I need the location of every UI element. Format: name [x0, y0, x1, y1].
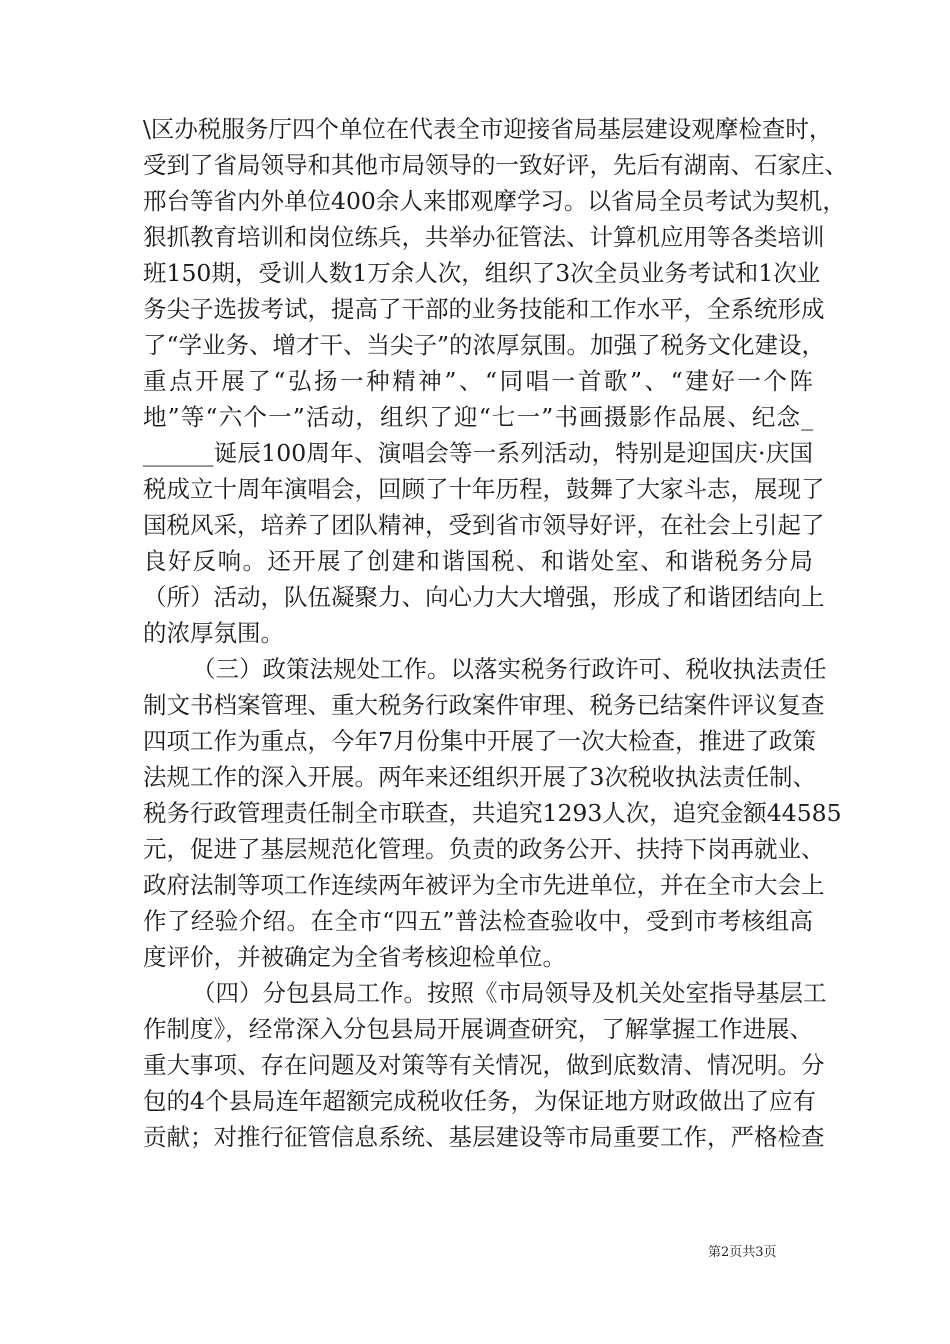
text-line: 了“学业务、增才干、当尖子”的浓厚氛围。加强了税务文化建设，: [143, 331, 826, 359]
text-line: 作制度》，经常深入分包县局开展调查研究，了解掌握工作进展、: [143, 1015, 813, 1043]
text-line: 政府法制等项工作连续两年被评为全市先进单位，并在全市大会上: [143, 871, 825, 899]
text-line: 班150期，受训人数1万余人次，组织了3次全员业务考试和1次业: [143, 259, 821, 287]
text-line: 良好反响。还开展了创建和谐国税、和谐处室、和谐税务分局: [143, 547, 813, 575]
text-line: 四项工作为重点，今年7月份集中开展了一次大检查，推进了政策: [143, 727, 816, 755]
text-line: 度评价，并被确定为全省考核迎检单位。: [143, 943, 566, 971]
text-line: 受到了省局领导和其他市局领导的一致好评，先后有湖南、石家庄、: [143, 151, 848, 179]
text-line: 国税风采，培养了团队精神，受到省市领导好评，在社会上引起了: [143, 511, 825, 539]
text-line: 税务行政管理责任制全市联查，共追究1293人次，追究金额44585: [143, 799, 842, 827]
text-line: 作了经验介绍。在全市“四五”普法检查验收中，受到市考核组高: [143, 907, 813, 935]
text-line: 重大事项、存在问题及对策等有关情况，做到底数清、情况明。分: [143, 1051, 825, 1079]
text-line: 重点开展了“弘扬一种精神”、“同唱一首歌”、“建好一个阵: [143, 367, 813, 395]
text-line: （三）政策法规处工作。以落实税务行政许可、税收执法责任: [192, 655, 827, 683]
text-line: 元，促进了基层规范化管理。负责的政务公开、扶持下岗再就业、: [143, 835, 825, 863]
text-line: ______诞辰100周年、演唱会等一系列活动，特别是迎国庆·庆国: [143, 439, 813, 467]
text-line: 贡献；对推行征管信息系统、基层建设等市局重要工作，严格检查: [143, 1123, 825, 1151]
page-number: 第2页共3页: [708, 1245, 777, 1260]
text-line: 邢台等省内外单位400余人来邯观摩学习。以省局全员考试为契机，: [143, 187, 846, 215]
text-line: 税成立十周年演唱会，回顾了十年历程，鼓舞了大家斗志，展现了: [143, 475, 825, 503]
text-line: 的浓厚氛围。: [143, 619, 284, 647]
text-line: 地”等“六个一”活动，组织了迎“七一”书画摄影作品展、纪念_: [143, 403, 813, 431]
text-line: 制文书档案管理、重大税务行政案件审理、税务已结案件评议复查: [143, 691, 825, 719]
text-line: （四）分包县局工作。按照《市局领导及机关处室指导基层工: [192, 979, 827, 1007]
text-line: 务尖子选拔考试，提高了干部的业务技能和工作水平，全系统形成: [143, 295, 825, 323]
text-line: （所）活动，队伍凝聚力、向心力大大增强，形成了和谐团结向上: [143, 583, 825, 611]
text-line: 狠抓教育培训和岗位练兵，共举办征管法、计算机应用等各类培训: [143, 223, 825, 251]
text-line: \区办税服务厅四个单位在代表全市迎接省局基层建设观摩检查时，: [143, 115, 833, 143]
text-line: 法规工作的深入开展。两年来还组织开展了3次税收执法责任制、: [143, 763, 816, 791]
text-line: 包的4个县局连年超额完成税收任务，为保证地方财政做出了应有: [143, 1087, 816, 1115]
